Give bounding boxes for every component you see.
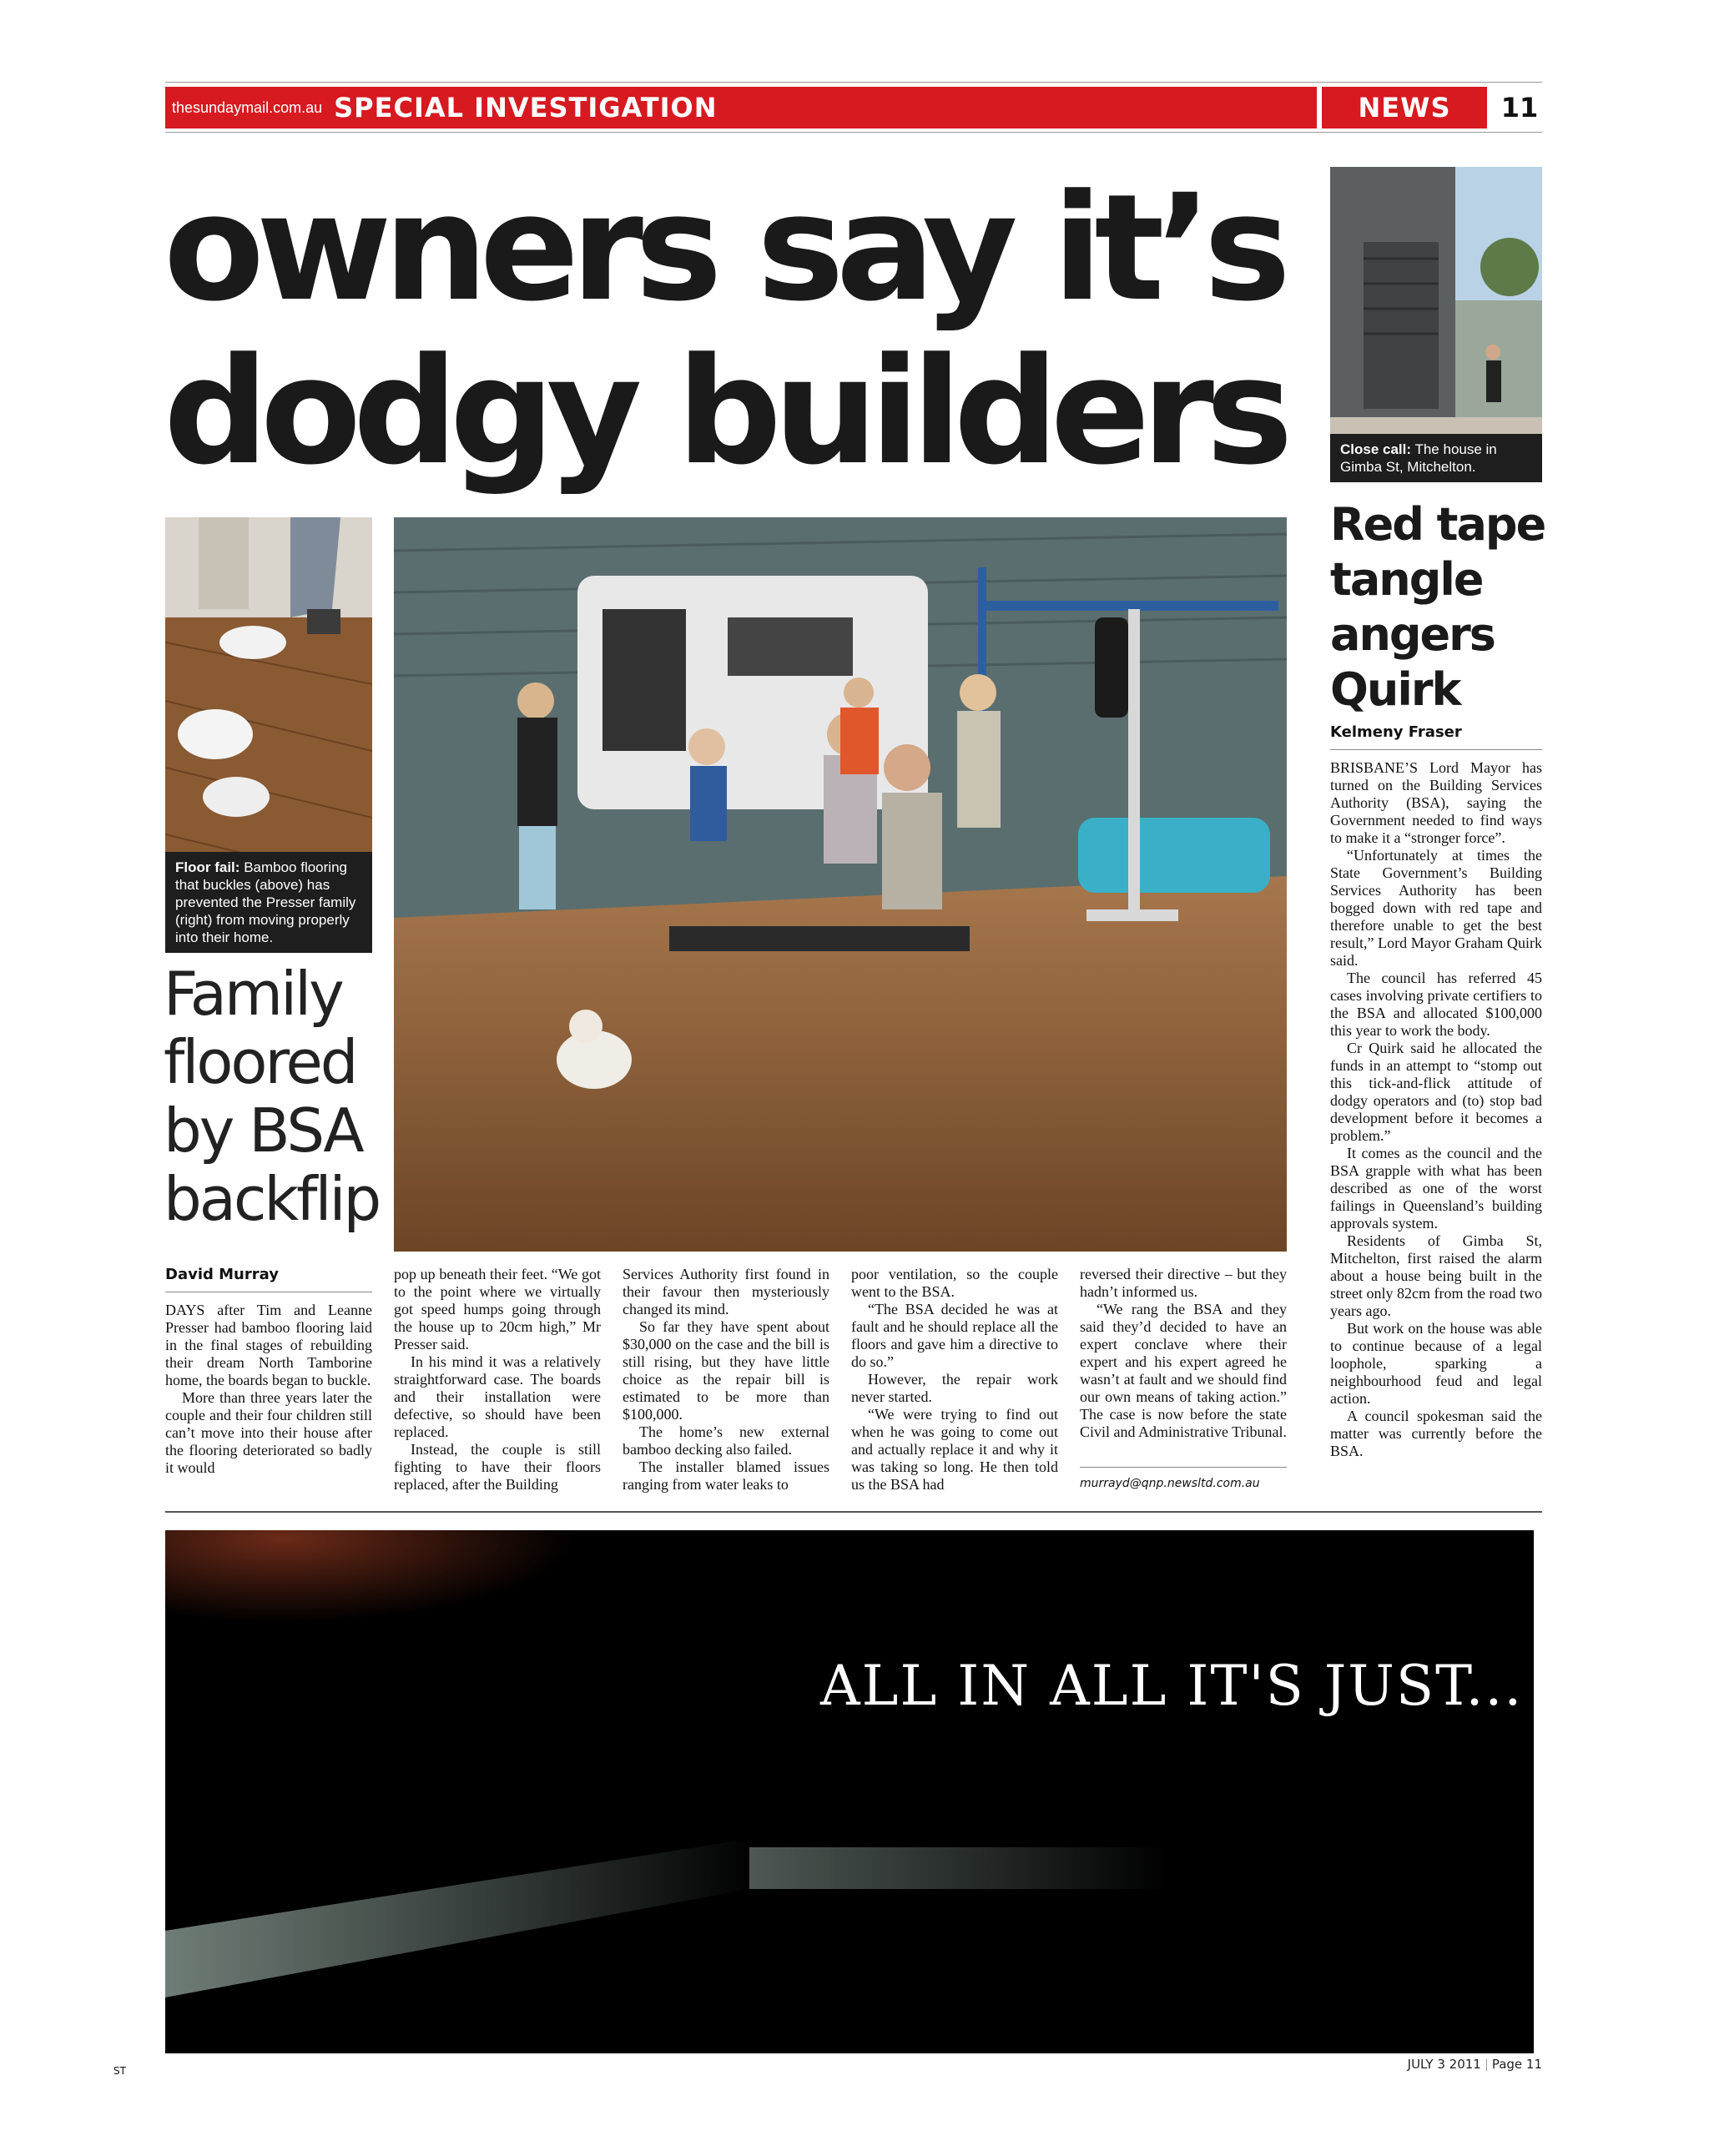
footer-page: Page 11	[1491, 2057, 1542, 2072]
story2-column	[1330, 759, 1542, 1460]
headline-line-1: owners say it’s	[164, 163, 1283, 334]
header-bottom-rule	[165, 132, 1542, 133]
paragraph: pop up beneath their feet. “We got to the point where we virtually got speed humps going through the house up to 20cm high,” Mr Presser said.	[394, 1266, 601, 1353]
story1-headline	[164, 960, 381, 1233]
paragraph: “The BSA decided he was at fault and he should replace all the floors and gave him a directive to do so.”	[851, 1301, 1058, 1370]
paragraph: The installer blamed issues ranging from water leaks to	[623, 1458, 829, 1493]
paragraph: In his mind it was a relatively straightforward case. The boards and their installation were defective, so should have been replaced.	[394, 1353, 601, 1440]
site-url[interactable]: thesundaymail.com.au	[172, 98, 323, 116]
ad-slogan: ALL IN ALL IT'S JUST...	[820, 1654, 1524, 1718]
story2-headline-line: Quirk	[1330, 663, 1460, 716]
story2-headline-line: tangle	[1330, 553, 1483, 606]
paragraph: But work on the house was able to continue because of a legal loophole, sparking a neighbourhood feud and legal action.	[1330, 1320, 1542, 1407]
story1-byline: David Murray	[165, 1266, 279, 1283]
footer-code: ST	[113, 2065, 126, 2077]
paragraph: Services Authority first found in their favour then mysteriously changed its mind.	[623, 1266, 829, 1317]
paragraph: The council has referred 45 cases involving private certifiers to the BSA and allocated $100,000 this year to work the body.	[1330, 970, 1542, 1039]
advertisement[interactable]	[165, 1530, 1534, 2053]
floor-photo	[165, 517, 372, 953]
byline-rule	[1330, 749, 1542, 750]
caption-text: The house in Gimba St, Mitchelton.	[1340, 441, 1497, 475]
paragraph: However, the repair work never started.	[851, 1371, 1058, 1405]
footer-separator	[1486, 2059, 1487, 2071]
story1-headline-line: backflip	[164, 1164, 380, 1234]
story2-headline-line: angers	[1330, 608, 1495, 661]
paragraph: More than three years later the couple and their four children still can’t move into their house after the flooring deteriorated so badly it would	[165, 1389, 372, 1476]
paragraph: “We were trying to find out when he was going to come out and actually replace it and why it was taking so long. He then told us the BSA had	[851, 1406, 1058, 1493]
footer-date: JULY 3 2011	[1407, 2057, 1481, 2072]
house-photo	[1330, 167, 1542, 482]
paragraph: “Unfortunately at times the State Government’s Building Services Authority has been bogged down with red tape and therefore unable to get the best result,” Lord Mayor Graham Quirk said.	[1330, 847, 1542, 969]
floor-photo-caption	[165, 852, 372, 953]
paragraph: It comes as the council and the BSA grapple with what has been described as one of the worst failings in Queensland’s building approvals system.	[1330, 1145, 1542, 1232]
story1-headline-line: Family	[164, 959, 342, 1029]
story2-headline-line: Red tape	[1330, 498, 1545, 551]
paragraph: BRISBANE’S Lord Mayor has turned on the Building Services Authority (BSA), saying the Government needed to find ways to make it a “stronger force”.	[1330, 759, 1542, 846]
headline-line-2: dodgy builders	[164, 326, 1285, 497]
story2-headline	[1330, 497, 1547, 718]
paragraph: So far they have spent about $30,000 on the case and the bill is still rising, but they have little choice as the repair bill is estimated to be more than $100,000.	[623, 1318, 829, 1423]
footer-date-page	[1408, 2057, 1542, 2072]
email-rule	[1080, 1467, 1287, 1468]
story1-column-4	[851, 1266, 1058, 1494]
main-headline	[164, 163, 1290, 497]
paragraph: Instead, the couple is still fighting to have their floors replaced, after the Building	[394, 1441, 601, 1493]
paragraph: “We rang the BSA and they said they’d decided to have an expert conclave where their expert and his expert agreed he wasn’t at fault and we should find our own means of taking action.” The case is now before the state Civil and Administrative Tribunal.	[1080, 1301, 1288, 1440]
caption-text: Bamboo flooring that buckles (above) has prevented the Presser family (right) from moving properly into their home.	[175, 859, 356, 945]
paragraph: poor ventilation, so the couple went to the BSA.	[851, 1266, 1058, 1300]
paragraph: reversed their directive – but they hadn’t informed us.	[1080, 1266, 1287, 1300]
paragraph: The home’s new external bamboo decking also failed.	[623, 1423, 829, 1458]
story1-column-2	[394, 1266, 601, 1494]
page-number: 11	[1500, 92, 1539, 123]
story1-headline-line: by BSA	[164, 1096, 362, 1166]
story2-byline: Kelmeny Fraser	[1330, 723, 1462, 741]
family-photo	[394, 517, 1287, 1252]
caption-label: Close call:	[1340, 441, 1412, 457]
house-photo-caption	[1330, 434, 1542, 482]
author-email[interactable]: murrayd@qnp.newsltd.com.au	[1080, 1477, 1260, 1490]
story1-column-1	[165, 1302, 372, 1477]
paragraph: DAYS after Tim and Leanne Presser had bamboo flooring laid in the final stages of rebuilding their dream North Tamborine home, the boards began to buckle.	[165, 1302, 372, 1388]
story1-headline-line: floored	[164, 1027, 356, 1097]
section-banner	[165, 87, 1317, 128]
story1-column-3	[623, 1266, 829, 1494]
family-photo-image	[394, 517, 1287, 1252]
story1-column-5	[1080, 1266, 1287, 1441]
paragraph: A council spokesman said the matter was currently before the BSA.	[1330, 1408, 1542, 1459]
ad-background-graphic	[165, 1530, 1534, 2053]
header-top-rule	[165, 82, 1542, 83]
paragraph: Residents of Gimba St, Mitchelton, first raised the alarm about a house being built in the street only 82cm from the road two years ago.	[1330, 1232, 1542, 1319]
category-label: NEWS	[1322, 87, 1487, 128]
ad-divider	[165, 1511, 1542, 1513]
section-title: SPECIAL INVESTIGATION	[334, 92, 718, 123]
caption-label: Floor fail:	[175, 859, 240, 875]
paragraph: Cr Quirk said he allocated the funds in an attempt to “stomp out this tick-and-flick attitude of dodgy operators and (to) stop bad development before it becomes a problem.”	[1330, 1040, 1542, 1144]
